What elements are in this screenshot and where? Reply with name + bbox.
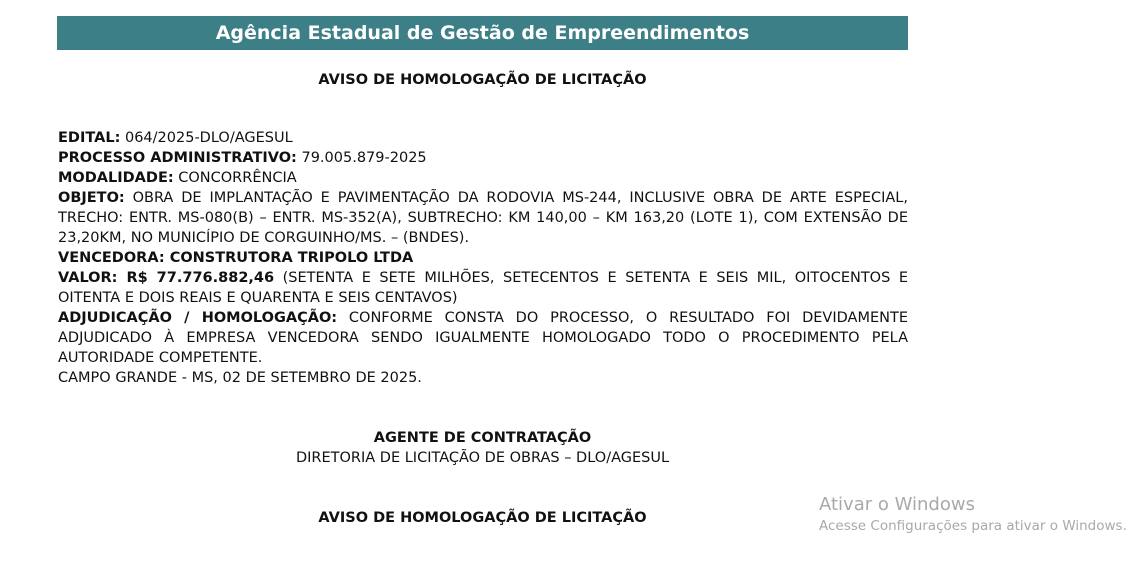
edital-line bbox=[58, 128, 908, 148]
processo-label: PROCESSO ADMINISTRATIVO: bbox=[58, 150, 297, 166]
edital-value: 064/2025-DLO/AGESUL bbox=[120, 130, 293, 146]
modalidade-label: MODALIDADE: bbox=[58, 170, 174, 186]
objeto-line bbox=[58, 188, 908, 248]
watermark-line-2: Acesse Configurações para ativar o Windows. bbox=[819, 518, 1127, 534]
signature-block bbox=[57, 428, 908, 468]
notice-title: AVISO DE HOMOLOGAÇÃO DE LICITAÇÃO bbox=[318, 72, 647, 88]
objeto-label: OBJETO: bbox=[58, 190, 125, 206]
vencedora-line bbox=[58, 248, 908, 268]
vencedora-label: VENCEDORA: bbox=[58, 250, 165, 266]
valor-line bbox=[58, 268, 908, 308]
notice-body bbox=[58, 128, 908, 388]
valor-value: (SETENTA E SETE MILHÕES, SETECENTOS E SETENTA E SEIS MIL, OITOCENTOS E OITENTA E DOIS REAIS E QUARENTA E SEIS CENTAVOS) bbox=[58, 270, 908, 306]
agency-banner: Agência Estadual de Gestão de Empreendimentos bbox=[57, 16, 908, 50]
signature-role: AGENTE DE CONTRATAÇÃO bbox=[373, 430, 592, 446]
adjudicacao-value: CONFORME CONSTA DO PROCESSO, O RESULTADO FOI DEVIDAMENTE ADJUDICADO À EMPRESA VENCEDORA SENDO IGUALMENTE HOMOLOGADO TODO O PROCEDIMENTO PELA AUTORIDADE COMPETENTE. bbox=[58, 310, 908, 366]
place-date: CAMPO GRANDE - MS, 02 DE SETEMBRO DE 2025. bbox=[58, 370, 422, 386]
modalidade-value: CONCORRÊNCIA bbox=[173, 170, 297, 186]
valor-label: VALOR: R$ 77.776.882,46 bbox=[58, 270, 275, 286]
objeto-value: OBRA DE IMPLANTAÇÃO E PAVIMENTAÇÃO DA RODOVIA MS-244, INCLUSIVE OBRA DE ARTE ESPECIAL, TRECHO: ENTR. MS-080(B) – ENTR. MS-352(A), SUBTRECHO: KM 140,00 – KM 163,20 (LOTE 1), COM EXTENSÃO DE 23,20KM, NO MUNICÍPIO DE CORGUINHO/MS. – (BNDES). bbox=[58, 190, 908, 246]
next-notice-title: AVISO DE HOMOLOGAÇÃO DE LICITAÇÃO bbox=[318, 510, 647, 526]
adjudicacao-line bbox=[58, 308, 908, 368]
modalidade-line bbox=[58, 168, 908, 188]
processo-value: 79.005.879-2025 bbox=[296, 150, 427, 166]
edital-label: EDITAL: bbox=[58, 130, 121, 146]
processo-line bbox=[58, 148, 908, 168]
adjudicacao-label: ADJUDICAÇÃO / HOMOLOGAÇÃO: bbox=[58, 310, 338, 326]
signature-department: DIRETORIA DE LICITAÇÃO DE OBRAS – DLO/AGESUL bbox=[295, 450, 670, 466]
vencedora-value: CONSTRUTORA TRIPOLO LTDA bbox=[164, 250, 414, 266]
windows-activation-watermark bbox=[819, 493, 1127, 535]
watermark-line-1: Ativar o Windows bbox=[819, 494, 975, 515]
